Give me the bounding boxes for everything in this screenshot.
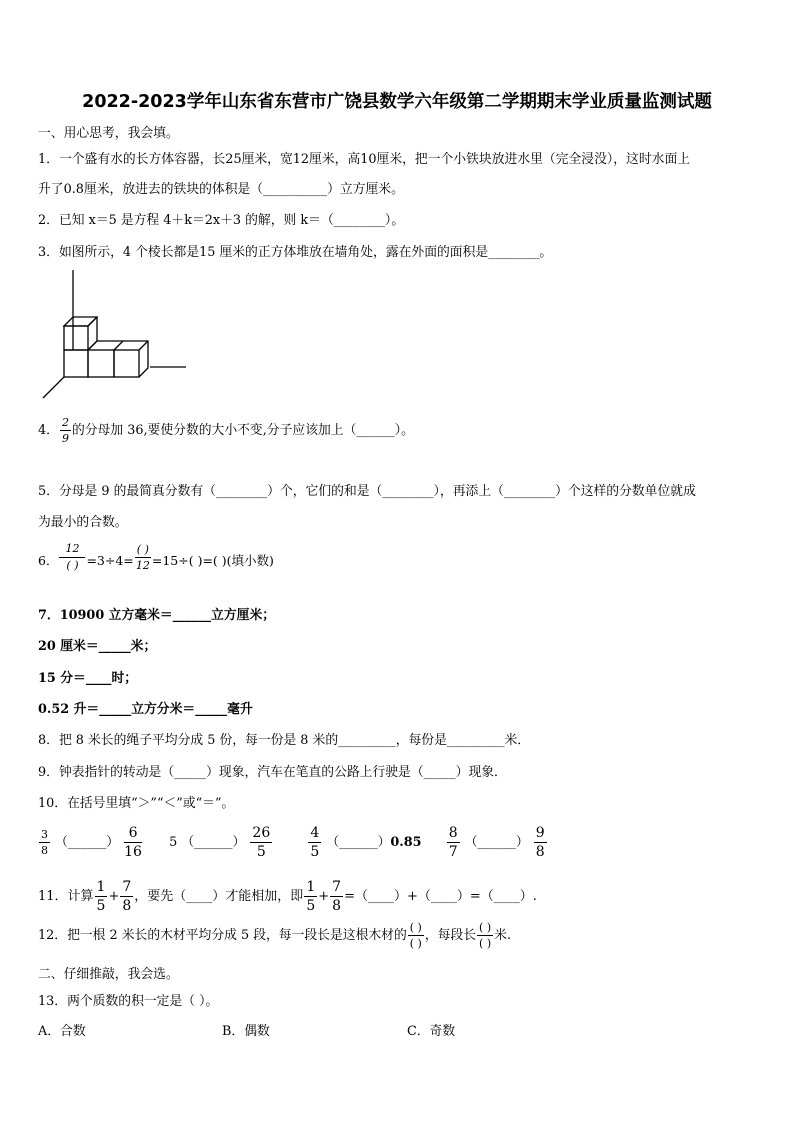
question-6-tail: =15÷( )=( )(填小数) bbox=[151, 553, 274, 568]
question-13-option-b: B．偶数 bbox=[222, 1024, 270, 1039]
question-12-text: 12．把一根 2 米长的木材平均分成 5 段，每一段长是这根木材的 bbox=[38, 928, 407, 943]
question-11-middle: ，要先（____）才能相加，即 bbox=[134, 889, 304, 904]
question-1-line-1: 1．一个盛有水的长方体容器，长25厘米，宽12厘米，高10厘米，把一个小铁块放进水里（完全浸没），这时水面上 bbox=[38, 152, 691, 167]
question-12-middle: ，每段长 bbox=[424, 928, 477, 943]
section-2-heading: 二、仔细推敲，我会选。 bbox=[38, 967, 179, 982]
question-11: 11．计算 $\frac{1}{5}$ + $\frac{7}{8}$ ，要先（____）才能相加，即 $\frac{1}{5}$ + $\frac{7}{8}$ =（____）+（____）=（____）. bbox=[38, 879, 537, 914]
q10-blank-1: （______） bbox=[55, 835, 120, 850]
question-7-line-3: 15 分＝____时； bbox=[38, 671, 138, 686]
cube-stack-figure bbox=[40, 270, 190, 400]
q10-fraction-4-5: $\frac{4}{5}$ bbox=[310, 825, 320, 860]
q10-blank-3: （______） bbox=[326, 835, 391, 850]
question-7-line-4: 0.52 升＝_____立方分米＝_____毫升 bbox=[38, 702, 253, 717]
q10-fraction-6-16: $\frac{6}{16}$ bbox=[124, 825, 142, 860]
question-4-text: 的分母加 36,要使分数的大小不变,分子应该加上（______）。 bbox=[71, 423, 414, 438]
page-title: 2022-2023学年山东省东营市广饶县数学六年级第二学期期末学业质量监测试题 bbox=[82, 92, 712, 112]
q11-fraction-1-5-b: $\frac{1}{5}$ bbox=[306, 879, 316, 914]
q10-blank-2: （______） bbox=[181, 835, 246, 850]
q10-number-5: 5 bbox=[169, 835, 178, 850]
question-6-fraction-2: $\frac{( )}{12}$ bbox=[135, 543, 150, 572]
question-4 bbox=[38, 417, 414, 444]
q10-fraction-26-5: $\frac{26}{5}$ bbox=[252, 825, 271, 860]
section-1-heading: 一、用心思考，我会填。 bbox=[38, 126, 179, 141]
question-7-line-1: 7．10900 立方毫米＝______立方厘米； bbox=[38, 608, 276, 623]
question-4-fraction: $\frac{2}{9}$ bbox=[61, 416, 69, 445]
q11-fraction-7-8-b: $\frac{7}{8}$ bbox=[332, 879, 342, 914]
q11-fraction-1-5: $\frac{1}{5}$ bbox=[96, 879, 106, 914]
q10-fraction-8-7: $\frac{8}{7}$ bbox=[448, 825, 458, 860]
question-6-number: 6． bbox=[38, 553, 59, 568]
q10-number-0-85: 0.85 bbox=[390, 835, 422, 850]
question-5-line-2: 为最小的合数。 bbox=[38, 515, 128, 530]
question-1-line-2: 升了0.8厘米，放进去的铁块的体积是（__________）立方厘米。 bbox=[38, 182, 404, 197]
question-10-comparisons bbox=[38, 826, 548, 859]
question-12-tail: 米. bbox=[494, 928, 512, 943]
question-2: 2．已知 x＝5 是方程 4＋k＝2x＋3 的解，则 k＝（________）。 bbox=[38, 213, 405, 228]
question-8: 8．把 8 米长的绳子平均分成 5 份，每一份是 8 米的_________，每份是_________米． bbox=[38, 733, 531, 748]
question-13: 13．两个质数的积一定是（ ）。 bbox=[38, 994, 219, 1009]
q10-blank-4: （______） bbox=[464, 835, 529, 850]
question-13-option-c: C．奇数 bbox=[407, 1024, 456, 1039]
question-3: 3．如图所示，4 个棱长都是15 厘米的正方体堆放在墙角处，露在外面的面积是________。 bbox=[38, 245, 553, 260]
question-5-line-1: 5．分母是 9 的最简真分数有（________）个，它们的和是（________），再添上（________）个这样的分数单位就成 bbox=[38, 484, 696, 499]
question-4-number: 4． bbox=[38, 423, 59, 438]
q10-fraction-9-8: $\frac{9}{8}$ bbox=[535, 825, 545, 860]
question-13-option-a: A．合数 bbox=[38, 1024, 86, 1039]
question-11-number: 11．计算 bbox=[38, 889, 94, 904]
question-10: 10．在括号里填“＞”“＜”或“＝”。 bbox=[38, 796, 235, 811]
q12-blank-fraction-2: $\frac{( )}{( )}$ bbox=[479, 921, 492, 950]
q10-fraction-3-8: $\frac{3}{8}$ bbox=[41, 828, 48, 857]
q11-fraction-7-8: $\frac{7}{8}$ bbox=[122, 879, 132, 914]
question-9: 9．钟表指针的转动是（_____）现象，汽车在笔直的公路上行驶是（_____）现象． bbox=[38, 765, 507, 780]
question-6 bbox=[38, 543, 274, 571]
question-12 bbox=[38, 922, 511, 949]
question-6-fraction-1: $\frac{12}{( )}$ bbox=[59, 543, 85, 571]
question-7-line-2: 20 厘米＝_____米； bbox=[38, 639, 157, 654]
q12-blank-fraction-1: $\frac{( )}{( )}$ bbox=[409, 921, 422, 950]
question-11-tail: =（____）+（____）=（____）. bbox=[344, 889, 537, 904]
question-6-middle: =3÷4= bbox=[86, 553, 134, 568]
